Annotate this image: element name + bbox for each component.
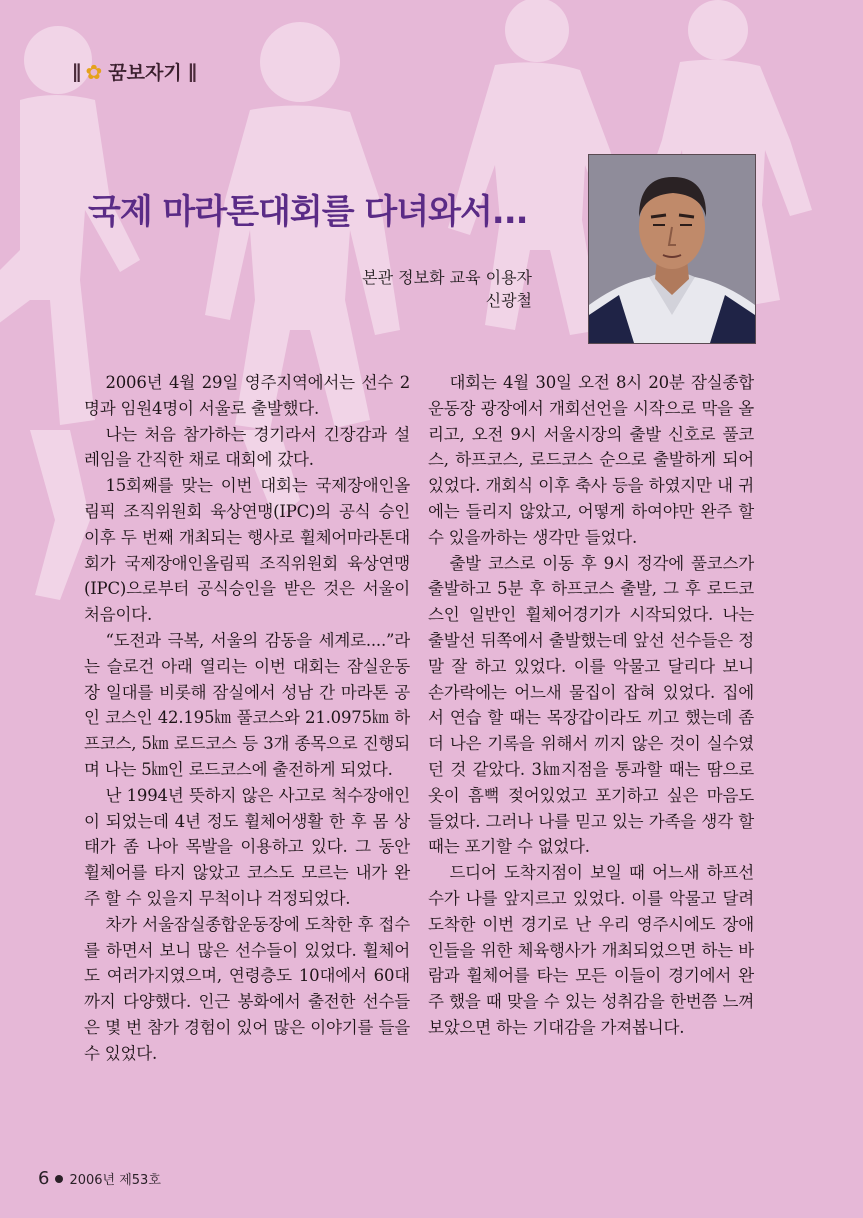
section-label: 꿈보자기: [108, 62, 182, 84]
flower-icon: ✿: [85, 59, 103, 84]
bullet-dot-icon: [55, 1175, 63, 1183]
page-number: 6: [38, 1168, 50, 1189]
section-bars-right: ∥: [187, 60, 196, 83]
byline-affiliation: 본관 정보화 교육 이용자: [362, 268, 532, 287]
section-bars-left: ∥: [72, 60, 80, 83]
paragraph: 출발 코스로 이동 후 9시 정각에 풀코스가 출발하고 5분 후 하프코스 출발, 그 후 로드코스인 일반인 휠체어경기가 시작되었다. 나는 출발선 뒤쪽에서 출발했는데 앞선 선수들은 정말 잘 하고 있었다. 이를 악물고 달리다 보니 손가락에는 어느새 물집이 잡혀 있었다. 집에서 연습 할 때는 목장갑이라도 끼고 했는데 좀 더 나은 기록을 위해서 끼지 않은 것이 실수였던 것 같았다. 3㎞지점을 통과할 때는 땀으로 옷이 흠뻑 젖어있었고 포기하고 싶은 마음도 들었다. 그러나 나를 믿고 있는 가족을 생각 할 때는 포기할 수 없었다.: [428, 553, 754, 857]
paragraph: 드디어 도착지점이 보일 때 어느새 하프선수가 나를 앞지르고 있었다. 이를 악물고 달려 도착한 이번 경기로 난 우리 영주시에도 장애인들을 위한 체육행사가 개최되었으면 하는 바람과 휠체어를 타는 모든 이들이 경기에서 완주 했을 때 맞을 수 있는 성취감을 한번쯤 느껴 보았으면 하는 기대감을 가져봅니다.: [428, 863, 754, 1037]
article-title: 국제 마라톤대회를 다녀와서...: [88, 192, 528, 232]
author-photo: [588, 154, 756, 344]
paragraph: 난 1994년 뜻하지 않은 사고로 척수장애인이 되었는데 4년 정도 휠체어생활 한 후 몸 상태가 좀 나아 목발을 이용하고 있다. 그 동안 휠체어를 타지 않았고 코스도 모르는 내가 완주 할 수 있을지 무척이나 걱정되었다.: [84, 785, 410, 908]
paragraph: 대회는 4월 30일 오전 8시 20분 잠실종합운동장 광장에서 개회선언을 시작으로 막을 올리고, 오전 9시 서울시장의 출발 신호로 풀코스, 하프코스, 로드코스 순으로 출발하게 되어있었다. 개회식 이후 축사 등을 하였지만 내 귀에는 들리지 않았고, 어떻게 하여야만 완주 할 수 있을까하는 생각만 들었다.: [428, 373, 754, 547]
paragraph: 차가 서울잠실종합운동장에 도착한 후 접수를 하면서 보니 많은 선수들이 있었다. 휠체어도 여러가지였으며, 연령층도 10대에서 60대까지 다양했다. 인근 봉화에서 출전한 선수들은 몇 번 참가 경험이 있어 많은 이야기를 들을 수 있었다.: [84, 914, 410, 1063]
byline: [362, 266, 532, 312]
portrait-image: [589, 155, 755, 343]
section-tag: [72, 58, 195, 85]
byline-author: 신광철: [485, 291, 532, 310]
paragraph: “도전과 극복, 서울의 감동을 세계로....”라는 슬로건 아래 열리는 이번 대회는 잠실운동장 일대를 비롯해 잠실에서 성남 간 마라톤 공인 코스인 42.195㎞ 풀코스와 21.0975㎞ 하프코스, 5㎞ 로드코스 등 3개 종목으로 진행되며 나는 5㎞인 로드코스에 출전하게 되었다.: [84, 630, 410, 779]
paragraph: 나는 처음 참가하는 경기라서 긴장감과 설레임을 간직한 채로 대회에 갔다.: [84, 424, 410, 470]
paragraph: 2006년 4월 29일 영주지역에서는 선수 2명과 임원4명이 서울로 출발했다.: [84, 373, 410, 418]
issue-label: 2006년 제53호: [69, 1173, 161, 1188]
page-footer: [38, 1168, 161, 1189]
body-column-left: [84, 370, 410, 1067]
paragraph: 15회째를 맞는 이번 대회는 국제장애인올림픽 조직위원회 육상연맹(IPC)의 공식 승인 이후 두 번째 개최되는 행사로 휠체어마라톤대회가 국제장애인올림픽 조직위원회 육상연맹(IPC)으로부터 공식승인을 받은 것은 서울이 처음이다.: [84, 476, 410, 625]
body-column-right: [428, 370, 754, 1041]
